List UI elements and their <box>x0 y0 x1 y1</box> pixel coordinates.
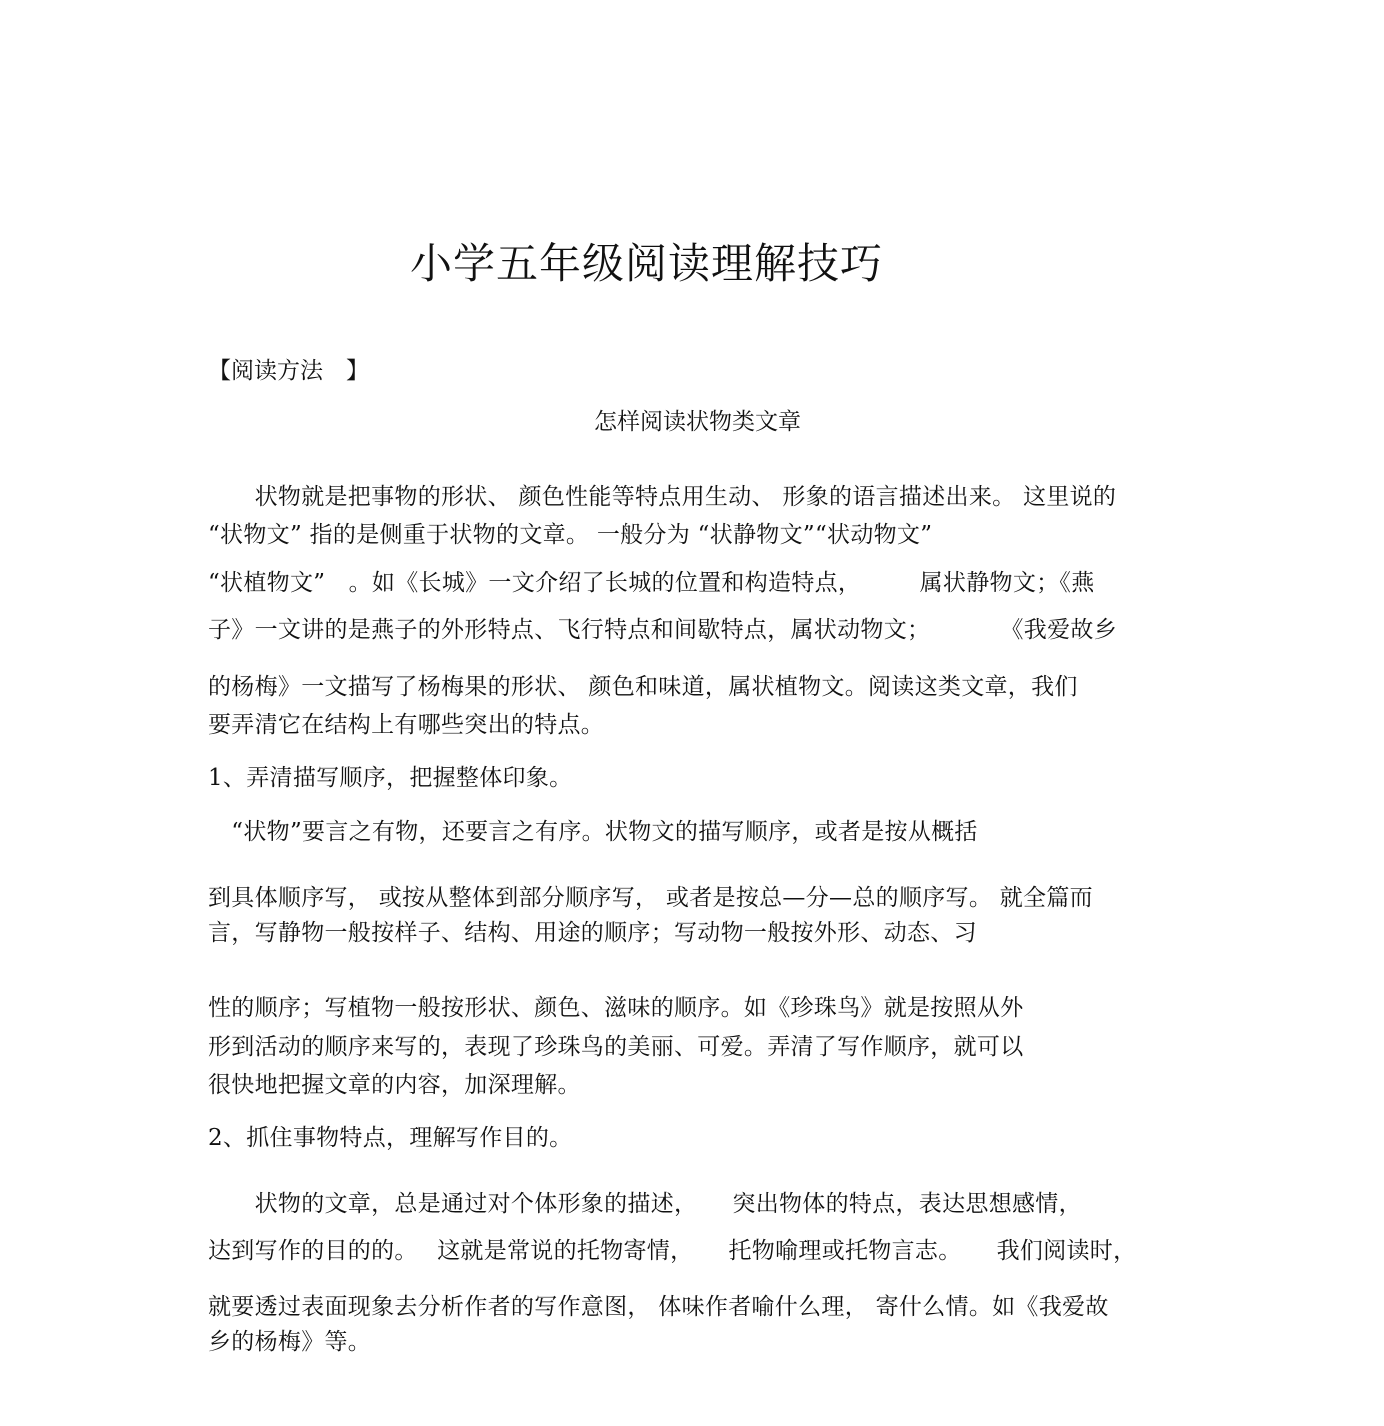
body-line: 状物就是把事物的形状、 颜色性能等特点用生动、 形象的语言描述出来。 这里说的 <box>208 484 1117 510</box>
body-line: 状物的文章，总是通过对个体形象的描述， 突出物体的特点，表达思想感情， <box>208 1191 1082 1217</box>
body-line: 形到活动的顺序来写的，表现了珍珠鸟的美丽、可爱。弄清了写作顺序，就可以 <box>208 1034 1024 1060</box>
body-line: 言，写静物一般按样子、结构、用途的顺序；写动物一般按外形、动态、习 <box>208 920 977 946</box>
body-line: 的杨梅》一文描写了杨梅果的形状、 颜色和味道，属状植物文。阅读这类文章，我们 <box>208 674 1078 700</box>
body-line: 达到写作的目的的。 这就是常说的托物寄情， 托物喻理或托物言志。 我们阅读时， <box>208 1238 1137 1264</box>
body-line: 子》一文讲的是燕子的外形特点、飞行特点和间歇特点，属状动物文； 《我爱故乡 <box>208 617 1117 643</box>
document-title: 小学五年级阅读理解技巧 <box>410 239 884 288</box>
body-line: 性的顺序；写植物一般按形状、颜色、滋味的顺序。如《珍珠鸟》就是按照从外 <box>208 995 1024 1021</box>
body-line: “状物”要言之有物，还要言之有序。状物文的描写顺序，或者是按从概括 <box>208 819 978 845</box>
article-subtitle: 怎样阅读状物类文章 <box>594 409 801 435</box>
body-line: 要弄清它在结构上有哪些突出的特点。 <box>208 712 605 738</box>
body-line: 乡的杨梅》等。 <box>208 1329 372 1355</box>
section-label: 【阅读方法 】 <box>208 358 369 384</box>
body-line: 到具体顺序写， 或按从整体到部分顺序写， 或者是按总—分—总的顺序写。 就全篇而 <box>208 885 1093 911</box>
point-heading-1: 1、弄清描写顺序，把握整体印象。 <box>208 765 573 791</box>
body-line: “状物文” 指的是侧重于状物的文章。 一般分为 “状静物文”“状动物文” <box>208 522 933 548</box>
body-line: 就要透过表面现象去分析作者的写作意图， 体味作者喻什么理， 寄什么情。如《我爱故 <box>208 1294 1109 1320</box>
point-heading-2: 2、抓住事物特点，理解写作目的。 <box>208 1125 573 1151</box>
body-line: “状植物文” 。如《长城》一文介绍了长城的位置和构造特点， 属状静物文；《燕 <box>208 570 1095 596</box>
body-line: 很快地把握文章的内容，加深理解。 <box>208 1072 581 1098</box>
